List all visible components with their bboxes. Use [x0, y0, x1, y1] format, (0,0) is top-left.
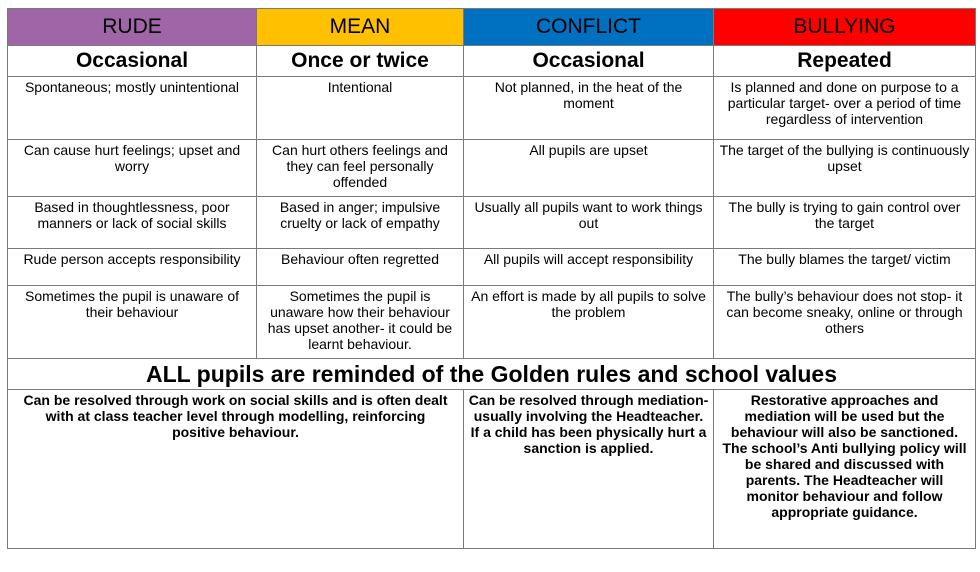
cell-conflict: An effort is made by all pupils to solve the problem [464, 286, 714, 359]
header-mean: MEAN [257, 9, 464, 46]
resolution-conflict [464, 390, 714, 549]
golden-rules-banner: ALL pupils are reminded of the Golden rules and school values [8, 359, 976, 390]
table-row [8, 77, 976, 140]
table-row [8, 249, 976, 286]
behaviour-table [7, 8, 976, 549]
frequency-mean: Once or twice [257, 46, 464, 77]
cell-conflict: Usually all pupils want to work things out [464, 197, 714, 249]
cell-rude: Can cause hurt feelings; upset and worry [8, 140, 257, 197]
header-conflict: CONFLICT [464, 9, 714, 46]
frequency-conflict: Occasional [464, 46, 714, 77]
cell-rude: Spontaneous; mostly unintentional [8, 77, 257, 140]
cell-bullying: Is planned and done on purpose to a particular target- over a period of time regardless of intervention [714, 77, 976, 140]
cell-conflict: All pupils are upset [464, 140, 714, 197]
cell-bullying: The bully blames the target/ victim [714, 249, 976, 286]
cell-bullying: The bully is trying to gain control over the target [714, 197, 976, 249]
cell-rude: Sometimes the pupil is unaware of their behaviour [8, 286, 257, 359]
cell-conflict: Not planned, in the heat of the moment [464, 77, 714, 140]
header-rude: RUDE [8, 9, 257, 46]
header-bullying: BULLYING [714, 9, 976, 46]
cell-mean: Can hurt others feelings and they can feel personally offended [257, 140, 464, 197]
cell-rude: Based in thoughtlessness, poor manners or lack of social skills [8, 197, 257, 249]
table-row [8, 197, 976, 249]
cell-bullying: The bully’s behaviour does not stop- it can become sneaky, online or through others [714, 286, 976, 359]
frequency-rude: Occasional [8, 46, 257, 77]
resolution-row [8, 390, 976, 549]
cell-rude: Rude person accepts responsibility [8, 249, 257, 286]
cell-bullying: The target of the bullying is continuously upset [714, 140, 976, 197]
resolution-bullying: Restorative approaches and mediation will be used but the behaviour will also be sanctioned. The school’s Anti bullying policy will be shared and discussed with parents. The Headteacher will monitor behaviour and follow appropriate guidance. [714, 390, 976, 549]
cell-mean: Based in anger; impulsive cruelty or lack of empathy [257, 197, 464, 249]
frequency-row [8, 46, 976, 77]
resolution-conflict-line2: If a child has been physically hurt a sanction is applied. [470, 424, 707, 456]
cell-conflict: All pupils will accept responsibility [464, 249, 714, 286]
table-row [8, 140, 976, 197]
header-row [8, 9, 976, 46]
cell-mean: Behaviour often regretted [257, 249, 464, 286]
golden-rules-row [8, 359, 976, 390]
frequency-bullying: Repeated [714, 46, 976, 77]
table-row [8, 286, 976, 359]
resolution-rude-mean: Can be resolved through work on social skills and is often dealt with at class teacher level through modelling, reinforcing positive behaviour. [8, 390, 464, 549]
cell-mean: Sometimes the pupil is unaware how their behaviour has upset another- it could be learnt behaviour. [257, 286, 464, 359]
cell-mean: Intentional [257, 77, 464, 140]
resolution-conflict-line1: Can be resolved through mediation- usually involving the Headteacher. [468, 392, 709, 424]
